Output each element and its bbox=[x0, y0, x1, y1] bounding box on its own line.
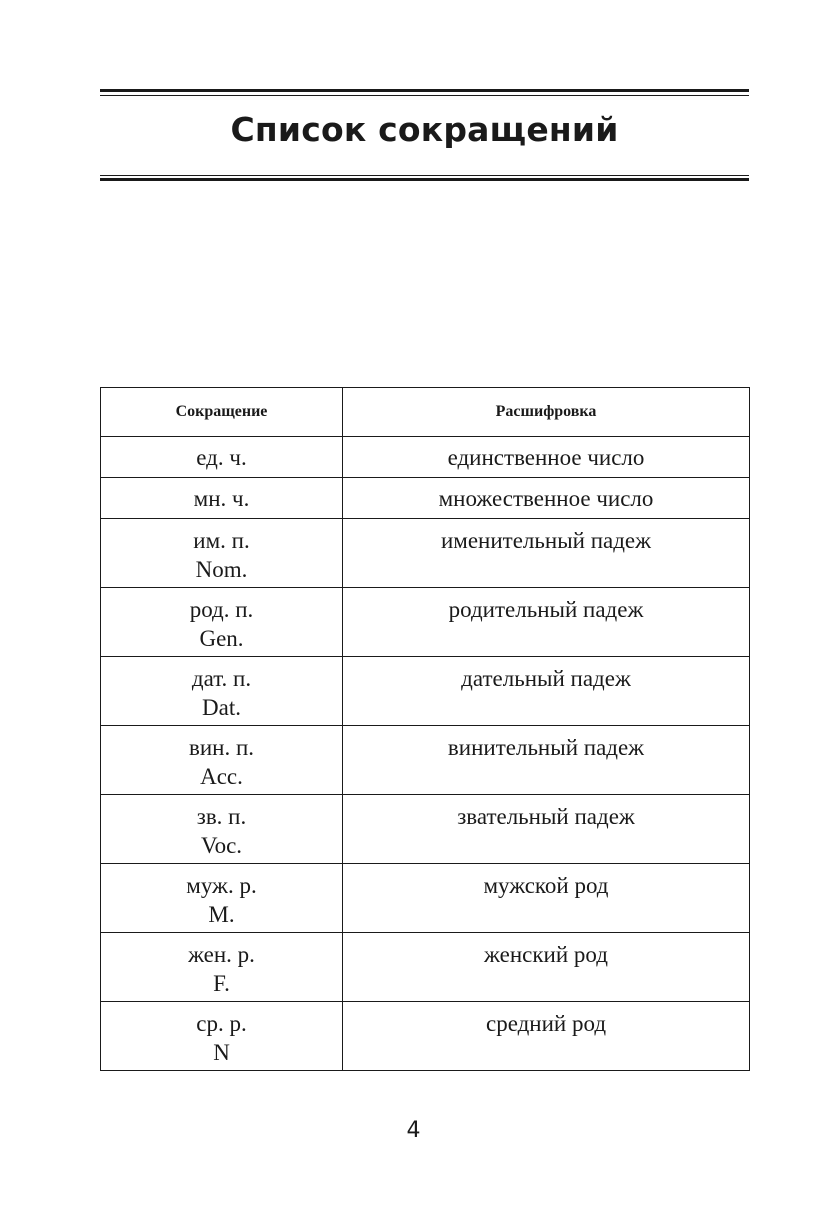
table-row bbox=[101, 795, 750, 864]
table-row bbox=[101, 437, 750, 478]
latin-abbreviation: F. bbox=[213, 971, 230, 996]
latin-abbreviation: M. bbox=[208, 902, 235, 927]
latin-abbreviation: Gen. bbox=[199, 626, 244, 651]
table-header-row bbox=[101, 388, 750, 437]
abbreviation-cell bbox=[101, 933, 343, 1002]
abbreviations-table bbox=[100, 387, 750, 1071]
abbreviation-cell bbox=[101, 437, 343, 478]
abbreviation-text: дат. п. bbox=[191, 666, 252, 691]
meaning-cell: единственное число bbox=[343, 437, 750, 478]
abbreviation-text: ед. ч. bbox=[196, 444, 247, 470]
abbreviation-cell bbox=[101, 864, 343, 933]
title-rule-top-thin bbox=[100, 95, 749, 96]
title-rule-bottom-thin bbox=[100, 175, 749, 176]
abbreviation-text: род. п. bbox=[189, 597, 254, 622]
abbreviation-cell bbox=[101, 657, 343, 726]
table-row bbox=[101, 933, 750, 1002]
abbreviation-text: мн. ч. bbox=[193, 485, 250, 511]
meaning-cell: именительный падеж bbox=[343, 519, 750, 588]
abbreviation-text: муж. р. bbox=[186, 873, 257, 898]
abbreviation-cell bbox=[101, 519, 343, 588]
column-header-abbreviation: Сокращение bbox=[101, 388, 343, 437]
abbreviation-cell bbox=[101, 1002, 343, 1071]
table-row bbox=[101, 726, 750, 795]
abbreviation-cell bbox=[101, 588, 343, 657]
meaning-cell: женский род bbox=[343, 933, 750, 1002]
table-row bbox=[101, 864, 750, 933]
abbreviation-cell bbox=[101, 795, 343, 864]
latin-abbreviation: N bbox=[213, 1040, 230, 1065]
table-row bbox=[101, 478, 750, 519]
title-rule-top-thick bbox=[100, 89, 749, 92]
table-row bbox=[101, 588, 750, 657]
page-number: 4 bbox=[406, 1118, 421, 1143]
abbreviation-cell bbox=[101, 478, 343, 519]
table-row bbox=[101, 1002, 750, 1071]
table-row bbox=[101, 519, 750, 588]
abbreviation-text: ср. р. bbox=[196, 1011, 247, 1036]
meaning-cell: дательный падеж bbox=[343, 657, 750, 726]
meaning-cell: родительный падеж bbox=[343, 588, 750, 657]
meaning-cell: множественное число bbox=[343, 478, 750, 519]
abbreviation-text: вин. п. bbox=[188, 735, 255, 760]
latin-abbreviation: Acc. bbox=[200, 764, 243, 789]
abbreviation-text: жен. р. bbox=[188, 942, 255, 967]
meaning-cell: звательный падеж bbox=[343, 795, 750, 864]
page-title: Список сокращений bbox=[230, 110, 619, 149]
column-header-meaning: Расшифровка bbox=[343, 388, 750, 437]
table-row bbox=[101, 657, 750, 726]
title-rule-bottom-thick bbox=[100, 178, 749, 181]
meaning-cell: мужской род bbox=[343, 864, 750, 933]
latin-abbreviation: Nom. bbox=[195, 557, 248, 582]
meaning-cell: винительный падеж bbox=[343, 726, 750, 795]
meaning-cell: средний род bbox=[343, 1002, 750, 1071]
latin-abbreviation: Voc. bbox=[200, 833, 243, 858]
abbreviation-text: зв. п. bbox=[196, 804, 247, 829]
abbreviation-cell bbox=[101, 726, 343, 795]
abbreviation-text: им. п. bbox=[193, 528, 250, 553]
latin-abbreviation: Dat. bbox=[202, 695, 241, 720]
